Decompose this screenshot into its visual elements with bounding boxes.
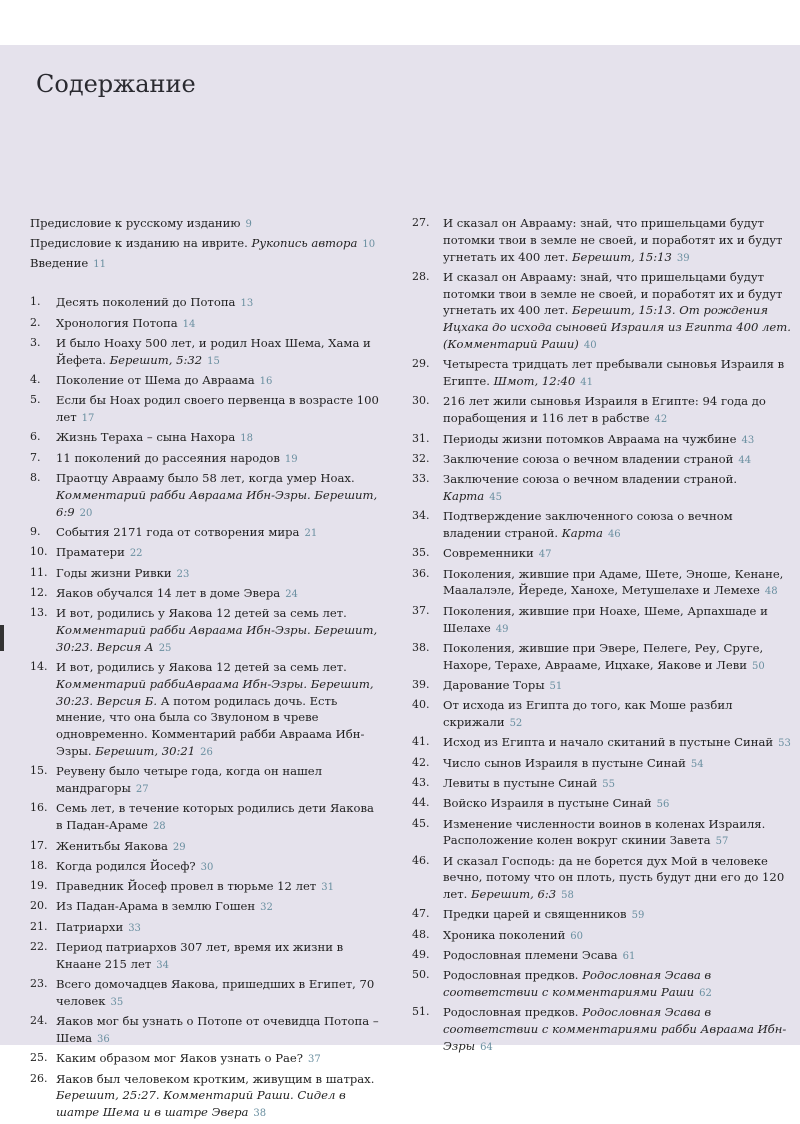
page-number: 9 [245, 219, 252, 230]
entry-text [443, 906, 792, 925]
entry-number: 41. [412, 735, 430, 749]
page-number: 50 [751, 660, 765, 672]
toc-entry[interactable] [412, 471, 792, 507]
entry-title: Введение [30, 255, 89, 270]
page-number: 30 [200, 861, 214, 873]
page-number: 59 [631, 910, 645, 922]
page-number: 40 [583, 340, 597, 352]
entry-text [56, 858, 380, 877]
toc-entry[interactable] [30, 659, 380, 762]
entry-text [56, 470, 380, 522]
toc-entry[interactable] [30, 898, 380, 917]
entry-title: Поколения, жившие при Ноахе, Шеме, Арпахшаде и Шелахе [443, 603, 768, 635]
entry-number: 40. [412, 698, 430, 712]
entry-number: 38. [412, 640, 430, 654]
entry-title: И сказал Господь: да не борется дух Мой в человеке вечно, потому что он плоть, пусть будут дни его до 120 лет. [443, 853, 785, 902]
page-number: 41 [580, 377, 593, 389]
entry-number: 26. [30, 1071, 48, 1085]
entry-number: 18. [30, 858, 48, 872]
toc-entry[interactable] [30, 1050, 380, 1069]
entry-text [443, 269, 792, 355]
entry-title: Заключение союза о вечном владении страной. [443, 472, 738, 487]
entry-source: Шмот, 12:40 [493, 374, 576, 389]
entry-source: Комментарий раббиАвраама Ибн-Эзры. Берешит, 30:23. Версия Б. [56, 676, 374, 708]
toc-entry[interactable] [412, 508, 792, 544]
toc-entry[interactable] [30, 585, 380, 604]
entry-title: Если бы Ноах родил своего первенца в возрасте 100 лет [56, 393, 379, 425]
page-number: 16 [259, 376, 273, 388]
toc-entry[interactable] [412, 755, 792, 774]
entry-title: Родословная предков. [443, 968, 583, 983]
page-number: 58 [561, 890, 574, 902]
entry-number: 31. [412, 431, 430, 445]
entry-title: Периоды жизни потомков Авраама на чужбине [443, 431, 737, 446]
entry-text [56, 585, 380, 604]
entry-title: Войско Израиля в пустыне Синай [443, 796, 652, 811]
page-number: 22 [129, 548, 143, 560]
entry-number: 19. [30, 879, 48, 893]
toc-entry[interactable] [412, 431, 792, 450]
entry-number: 39. [412, 677, 430, 691]
entry-title: Праотцу Аврааму было 58 лет, когда умер Ноах. [56, 471, 355, 486]
entry-title: Хронология Потопа [56, 315, 178, 330]
entry-text [443, 545, 792, 564]
entry-number: 44. [412, 796, 430, 810]
toc-entry[interactable] [412, 269, 792, 355]
entry-text [443, 640, 792, 676]
page-number: 29 [172, 841, 186, 853]
entry-title: Женитьбы Яакова [56, 838, 168, 853]
entry-number: 11. [30, 565, 48, 579]
entry-text [56, 976, 380, 1012]
toc-right-column [412, 215, 792, 1058]
toc-entry[interactable] [30, 392, 380, 428]
toc-entry[interactable] [30, 1013, 380, 1049]
entry-title: Изменение численности воинов в коленах Израиля. Расположение колен вокруг скинии Завета [443, 816, 766, 848]
entry-text [56, 919, 380, 938]
toc-entry[interactable] [412, 1004, 792, 1056]
entry-title: И вот, родились у Яакова 12 детей за семь лет. [56, 660, 347, 675]
page-edge-mark [0, 625, 4, 651]
entry-title: Подтверждение заключенного союза о вечном владении страной. [443, 509, 733, 541]
entry-title: Десять поколений до Потопа [56, 295, 236, 310]
entry-number: 30. [412, 394, 430, 408]
page-number: 37 [307, 1054, 321, 1066]
entry-title: Предисловие к русскому изданию [30, 216, 241, 230]
entry-title: Яаков обучался 14 лет в доме Эвера [56, 585, 281, 600]
toc-entry[interactable] [30, 524, 380, 543]
entry-number: 15. [30, 764, 48, 778]
page-number: 55 [602, 778, 615, 790]
entry-source: Комментарий рабби Авраама Ибн-Эзры. Берешит, 6:9 [56, 487, 378, 519]
toc-entry[interactable] [30, 605, 380, 657]
page-number: 43 [741, 434, 755, 446]
entry-text [443, 356, 792, 392]
toc-entry[interactable] [30, 335, 380, 371]
entry-number: 42. [412, 755, 430, 769]
entry-number: 2. [30, 315, 41, 329]
entry-number: 7. [30, 450, 41, 464]
page-number: 61 [622, 951, 636, 963]
entry-number: 13. [30, 606, 48, 620]
entry-title: События 2171 года от сотворения мира [56, 524, 300, 539]
toc-entry[interactable] [30, 800, 380, 836]
entry-number: 24. [30, 1014, 48, 1028]
page-number: 49 [495, 623, 509, 635]
page-number: 27 [135, 784, 149, 796]
entry-text [443, 927, 792, 946]
entry-number: 20. [30, 899, 48, 913]
entry-title: Каким образом мог Яаков узнать о Рае? [56, 1051, 303, 1066]
page-number: 60 [570, 930, 584, 942]
page-number: 20 [79, 507, 93, 519]
entry-text [443, 677, 792, 696]
page-number: 15 [207, 355, 220, 367]
entry-text [56, 605, 380, 657]
page-number: 10 [362, 238, 376, 250]
entry-title: От исхода из Египта до того, как Моше разбил скрижали [443, 698, 733, 730]
entry-text [443, 967, 792, 1003]
page-number: 36 [97, 1033, 110, 1045]
preface-item[interactable] [30, 215, 380, 234]
toc-entry[interactable] [412, 677, 792, 696]
entry-title: Предисловие к изданию на иврите. [30, 235, 252, 250]
entry-number: 25. [30, 1051, 48, 1065]
toc-entry[interactable] [412, 816, 792, 852]
page-number: 52 [509, 718, 523, 730]
entry-number: 46. [412, 853, 430, 867]
entry-text [56, 524, 380, 543]
page-number: 33 [128, 922, 141, 934]
toc-entry[interactable] [30, 450, 380, 469]
entry-title: Реувену было четыре года, когда он нашел мандрагоры [56, 764, 323, 796]
entry-title: Заключение союза о вечном владении страной [443, 451, 734, 466]
page-number: 26 [200, 747, 213, 759]
page-number: 47 [538, 549, 552, 561]
entry-title: Всего домочадцев Яакова, пришедших в Египет, 70 человек [56, 977, 375, 1008]
entry-title: Яаков был человеком кротким, живущим в шатрах. [56, 1071, 375, 1086]
toc-entry[interactable] [30, 315, 380, 334]
entry-title: Дарование Торы [443, 677, 545, 692]
entry-number: 14. [30, 660, 48, 674]
toc-list-left [30, 294, 380, 1123]
toc-entry[interactable] [412, 215, 792, 267]
entry-text [56, 544, 380, 563]
entry-text [443, 795, 792, 814]
toc-entry[interactable] [412, 603, 792, 639]
entry-number: 28. [412, 269, 430, 283]
entry-number: 29. [412, 357, 430, 371]
entry-text [443, 775, 792, 794]
toc-list-right [412, 215, 792, 1057]
page-number: 14 [182, 318, 196, 330]
entry-title: 11 поколений до рассеяния народов [56, 450, 280, 465]
toc-entry[interactable] [412, 775, 792, 794]
entry-title: Четыреста тридцать лет пребывали сыновья Израиля в Египте. [443, 357, 785, 389]
page-number: 23 [176, 568, 190, 580]
entry-title: Яаков мог бы узнать о Потопе от очевидца Потопа – Шема [56, 1014, 379, 1045]
page-number: 24 [285, 588, 298, 600]
toc-entry[interactable] [30, 565, 380, 584]
page-number: 48 [764, 586, 778, 598]
preface-list [30, 215, 380, 273]
entry-title: Поколения, жившие при Эвере, Пелеге, Реу, Сруге, Нахоре, Терахе, Аврааме, Ицхаке, Яакове и Леви [443, 640, 764, 672]
entry-text [56, 1050, 380, 1069]
entry-text [56, 838, 380, 857]
entry-text [443, 215, 792, 267]
page-number: 42 [654, 414, 668, 426]
entry-number: 23. [30, 977, 48, 991]
entry-title: Период патриархов 307 лет, время их жизни в Кнаане 215 лет [56, 939, 344, 971]
page-number: 35 [110, 996, 124, 1008]
page-number: 38 [253, 1108, 267, 1120]
entry-text [56, 898, 380, 917]
preface-item[interactable] [30, 255, 380, 274]
entry-source: Карта [443, 488, 485, 503]
entry-number: 35. [412, 546, 430, 560]
entry-source: Комментарий рабби Авраама Ибн-Эзры. Берешит, 30:23. Версия А [56, 622, 378, 654]
page-number: 34 [156, 959, 169, 971]
entry-text [443, 508, 792, 544]
entry-number: 32. [412, 451, 430, 465]
toc-entry[interactable] [412, 566, 792, 602]
page-number: 51 [549, 680, 563, 692]
page-number: 46 [607, 529, 621, 541]
entry-text [56, 429, 380, 448]
page-number: 64 [480, 1042, 493, 1054]
entry-text [443, 755, 792, 774]
entry-title: Годы жизни Ривки [56, 565, 172, 580]
entry-source: Берешит, 25:27. Комментарий Раши. Сидел в шатре Шема и в шатре Эвера [56, 1088, 346, 1120]
entry-number: 22. [30, 939, 48, 953]
entry-text [443, 816, 792, 852]
page-number: 17 [81, 413, 95, 425]
page-number: 28 [152, 821, 166, 833]
toc-entry[interactable] [412, 795, 792, 814]
page-number: 44 [738, 454, 752, 466]
entry-title: И сказал он Аврааму: знай, что пришельцами будут потомки твои в земле не своей, и поработят их и будут угнетать их 400 лет. [443, 216, 783, 264]
toc-entry[interactable] [30, 294, 380, 313]
toc-entry[interactable] [412, 393, 792, 429]
toc-entry[interactable] [412, 906, 792, 925]
page-number: 18 [240, 433, 254, 445]
preface-item[interactable] [30, 235, 380, 254]
entry-text [56, 763, 380, 799]
entry-number: 36. [412, 566, 430, 580]
toc-entry[interactable] [30, 763, 380, 799]
toc-entry[interactable] [412, 640, 792, 676]
toc-left-column [30, 215, 380, 1124]
entry-text [443, 431, 792, 450]
toc-entry[interactable] [412, 545, 792, 564]
toc-entry[interactable] [30, 858, 380, 877]
toc-entry[interactable] [30, 470, 380, 522]
entry-text [56, 294, 380, 313]
entry-number: 6. [30, 430, 41, 444]
toc-entry[interactable] [30, 429, 380, 448]
entry-text [443, 603, 792, 639]
entry-number: 12. [30, 585, 48, 599]
toc-entry[interactable] [412, 356, 792, 392]
entry-title: Предки царей и священников [443, 907, 627, 922]
entry-number: 16. [30, 801, 48, 815]
page-number: 31 [321, 882, 334, 894]
entry-number: 3. [30, 335, 41, 349]
page-number: 32 [260, 902, 273, 914]
entry-source: Берешит, 15:13. От рождения Ицхака до исхода сыновей Израиля из Египта 400 лет. (Комментарий Раши) [443, 303, 791, 352]
entry-number: 9. [30, 524, 41, 538]
toc-entry[interactable] [412, 947, 792, 966]
entry-number: 50. [412, 968, 430, 982]
entry-title: И вот, родились у Яакова 12 детей за семь лет. [56, 606, 347, 621]
toc-entry[interactable] [30, 878, 380, 897]
entry-source-continued: Берешит, 30:21 [95, 744, 196, 759]
entry-title: Родословная племени Эсава [443, 948, 618, 963]
toc-entry[interactable] [30, 838, 380, 857]
entry-source: Рукопись автора [251, 235, 358, 250]
entry-number: 27. [412, 216, 430, 229]
toc-entry[interactable] [30, 919, 380, 938]
entry-text [56, 372, 380, 391]
entry-title: Когда родился Йосеф? [56, 858, 196, 873]
entry-number: 45. [412, 816, 430, 830]
entry-title: Поколение от Шема до Авраама [56, 373, 255, 388]
entry-number: 4. [30, 373, 41, 387]
entry-title: И было Ноаху 500 лет, и родил Ноах Шема, Хама и Йефета. [56, 335, 371, 367]
entry-title: Семь лет, в течение которых родились дети Яакова в Падан-Араме [56, 801, 374, 833]
entry-text [56, 878, 380, 897]
page-number: 57 [715, 836, 729, 848]
entry-title: Хроника поколений [443, 927, 566, 942]
entry-number: 8. [30, 471, 41, 485]
entry-text [56, 1071, 380, 1123]
entry-text [56, 335, 380, 371]
entry-title: Левиты в пустыне Синай [443, 775, 598, 790]
entry-text [443, 1004, 792, 1056]
toc-entry[interactable] [30, 1071, 380, 1123]
entry-text [56, 939, 380, 975]
toc-entry[interactable] [30, 544, 380, 563]
entry-title: Число сынов Израиля в пустыне Синай [443, 755, 686, 770]
entry-text [56, 1013, 380, 1049]
entry-number: 51. [412, 1005, 430, 1019]
entry-text [56, 565, 380, 584]
entry-text [443, 393, 792, 429]
entry-number: 47. [412, 907, 430, 921]
entry-number: 49. [412, 948, 430, 962]
entry-text [443, 947, 792, 966]
toc-entry[interactable] [30, 976, 380, 1012]
page-number: 25 [158, 642, 172, 654]
entry-text [56, 392, 380, 428]
entry-title: Родословная предков. [443, 1005, 583, 1020]
page-number: 62 [699, 988, 712, 1000]
entry-text [443, 451, 792, 470]
page-number: 45 [489, 491, 502, 503]
entry-text [443, 697, 792, 733]
entry-number: 10. [30, 545, 48, 559]
entry-title: Исход из Египта и начало скитаний в пустыне Синай [443, 735, 774, 750]
entry-title: Праматери [56, 545, 125, 560]
entry-number: 5. [30, 393, 41, 407]
page-number: 19 [284, 453, 298, 465]
entry-text [443, 853, 792, 905]
toc-entry[interactable] [412, 697, 792, 733]
entry-source: Берешит, 5:32 [109, 352, 203, 367]
entry-title: И сказал он Аврааму: знай, что пришельцами будут потомки твои в земле не своей, и поработят их и будут угнетать их 400 лет. [443, 269, 783, 318]
page-number: 21 [304, 527, 318, 539]
entry-number: 33. [412, 472, 430, 486]
entry-text [443, 471, 792, 507]
book-page [0, 45, 800, 1120]
entry-text [56, 315, 380, 334]
entry-number: 1. [30, 295, 41, 309]
entry-title-continued: А потом родилась дочь. Есть мнение, что она была со Звулоном в чреве одновременно. Комментарий рабби Авраама Ибн-Эзры. [56, 693, 365, 759]
entry-title: Из Падан-Арама в землю Гошен [56, 899, 256, 914]
entry-source: Родословная Эсава в соответствии с комментариями Раши [443, 968, 712, 1000]
entry-text [443, 566, 792, 602]
entry-number: 43. [412, 775, 430, 789]
toc-entry[interactable] [30, 939, 380, 975]
entry-number: 48. [412, 927, 430, 941]
toc-entry[interactable] [412, 927, 792, 946]
entry-text [56, 659, 380, 762]
entry-title: Жизнь Тераха – сына Нахора [56, 430, 236, 445]
entry-source: Родословная Эсава в соответствии с комментариями рабби Авраама Ибн-Эзры [443, 1005, 787, 1054]
toc-entry[interactable] [412, 734, 792, 753]
entry-source: Берешит, 6:3 [471, 887, 557, 902]
page-number: 54 [690, 758, 704, 770]
page-number: 53 [778, 738, 791, 750]
entry-number: 21. [30, 919, 48, 933]
page-number: 13 [240, 298, 254, 310]
toc-entry[interactable] [412, 967, 792, 1003]
entry-title: Праведник Йосеф провел в тюрьме 12 лет [56, 879, 317, 894]
entry-number: 37. [412, 603, 430, 617]
entry-text [56, 800, 380, 836]
toc-entry[interactable] [412, 853, 792, 905]
entry-number: 34. [412, 509, 430, 523]
entry-text [443, 734, 792, 753]
page-number: 56 [656, 799, 670, 811]
entry-title: Патриархи [56, 919, 124, 934]
page-number: 39 [676, 252, 690, 264]
entry-number: 17. [30, 838, 48, 852]
toc-entry[interactable] [412, 451, 792, 470]
page-title: Содержание [36, 70, 196, 98]
entry-title: 216 лет жили сыновья Израиля в Египте: 94 года до порабощения и 116 лет в рабстве [443, 394, 766, 426]
toc-entry[interactable] [30, 372, 380, 391]
entry-text [56, 450, 380, 469]
entry-title: Поколения, жившие при Адаме, Шете, Эноше, Кенане, Маалалэле, Йереде, Ханохе, Метушелахе и Лемехе [443, 566, 784, 598]
entry-source: Берешит, 15:13 [572, 249, 672, 264]
entry-title: Современники [443, 546, 534, 561]
entry-source: Карта [561, 526, 603, 541]
page-number: 11 [93, 258, 106, 270]
